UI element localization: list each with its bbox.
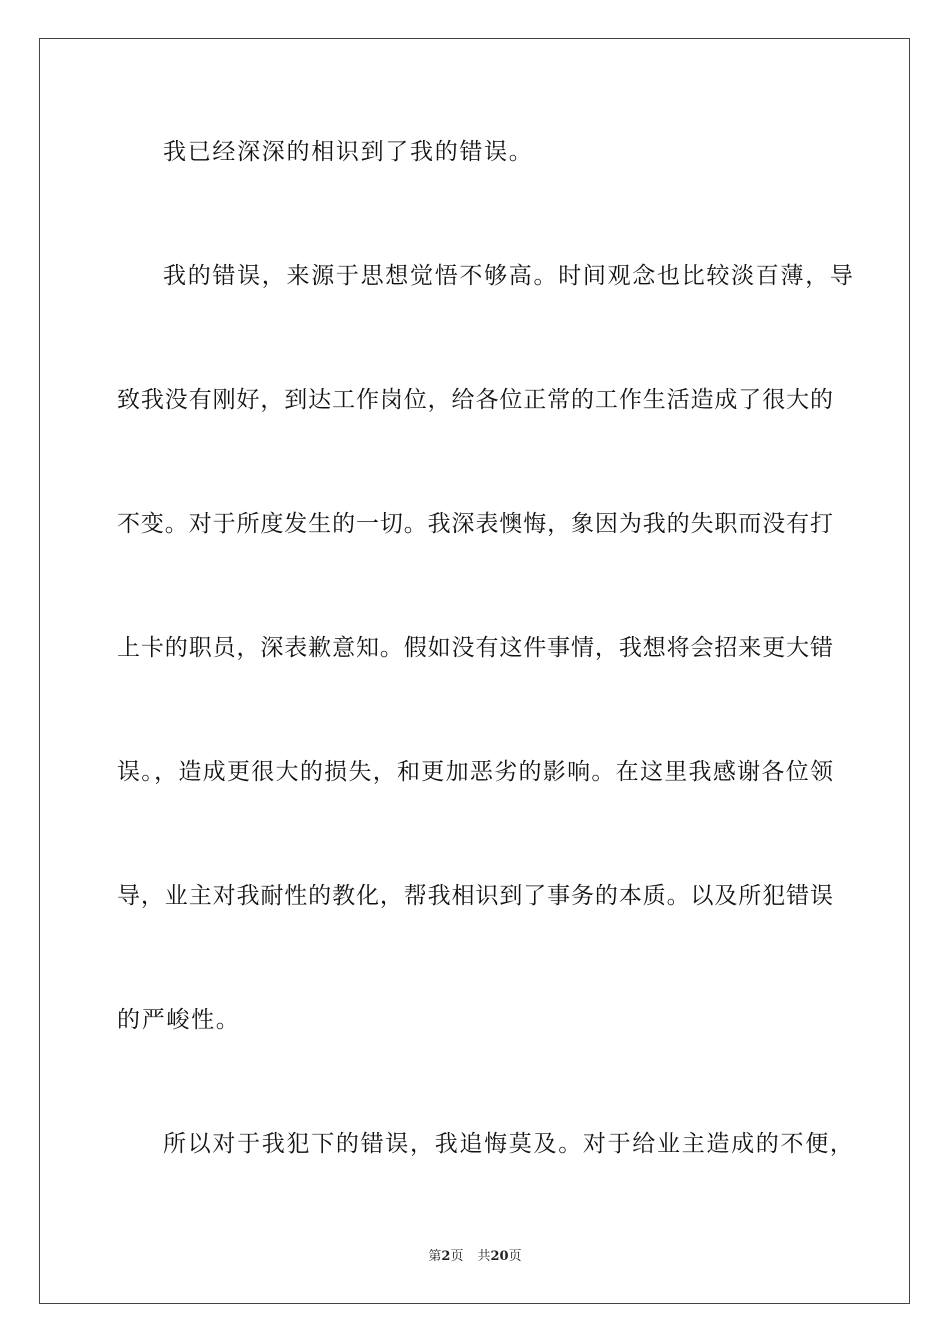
paragraph-3-line-1: 所以对于我犯下的错误，我追悔莫及。对于给业主造成的不便， — [163, 1131, 855, 1157]
total-unit: 页 — [508, 1249, 522, 1264]
paragraph-2-line-6: 导，业主对我耐性的教化，帮我相识到了事务的本质。以及所犯错误 — [117, 883, 833, 909]
paragraph-2-line-5: 误。，造成更很大的损失，和更加恶劣的影响。在这里我感谢各位领 — [117, 759, 833, 785]
page-current: 2 — [441, 1249, 451, 1264]
page-total: 20 — [490, 1249, 509, 1264]
paragraph-1-line-1: 我已经深深的相识到了我的错误。 — [163, 139, 534, 165]
page-prefix: 第 — [428, 1249, 442, 1264]
paragraph-2-line-7: 的严峻性。 — [117, 1007, 241, 1033]
paragraph-2-line-2: 致我没有刚好，到达工作岗位，给各位正常的工作生活造成了很大的 — [117, 387, 833, 413]
total-prefix: 共 — [477, 1249, 491, 1264]
page-unit: 页 — [450, 1249, 464, 1264]
page-border — [39, 38, 910, 1304]
page-footer — [0, 1248, 950, 1266]
paragraph-2-line-3: 不变。对于所度发生的一切。我深表懊悔，象因为我的失职而没有打 — [117, 511, 833, 537]
paragraph-2-line-4: 上卡的职员，深表歉意知。假如没有这件事情，我想将会招来更大错 — [117, 635, 833, 661]
paragraph-2-line-1: 我的错误，来源于思想觉悟不够高。时间观念也比较淡百薄，导 — [163, 263, 855, 289]
